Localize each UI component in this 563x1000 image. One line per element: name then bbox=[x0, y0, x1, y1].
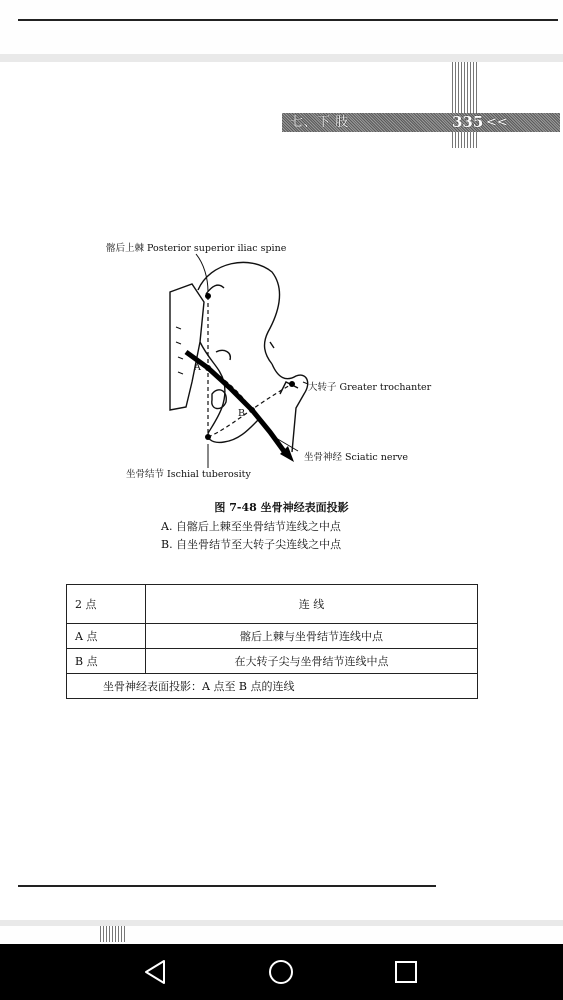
page-gap bbox=[0, 54, 563, 62]
table-header-points: 2 点 bbox=[67, 585, 146, 624]
table-summary-row bbox=[67, 674, 478, 699]
label-greater-trochanter: 大转子 Greater trochanter bbox=[308, 382, 432, 393]
table-cell-point: B 点 bbox=[67, 649, 146, 674]
scan-barcode-mark bbox=[100, 926, 126, 942]
sciatic-nerve-figure bbox=[100, 232, 460, 494]
trochanter-point bbox=[289, 381, 295, 387]
table-header-line: 连 线 bbox=[146, 585, 478, 624]
table-cell-point: A 点 bbox=[67, 624, 146, 649]
previous-page-strip bbox=[0, 0, 563, 54]
nav-recents-button[interactable] bbox=[390, 956, 422, 988]
figure-caption-a: A. 自髂后上棘至坐骨结节连线之中点 bbox=[161, 520, 341, 533]
psis-pointer bbox=[196, 254, 208, 292]
page-footer-rule bbox=[18, 885, 436, 887]
nav-home-button[interactable] bbox=[265, 956, 297, 988]
page-number: 335 bbox=[452, 113, 484, 131]
table-header-row bbox=[67, 585, 478, 624]
table-summary: 坐骨神经表面投影：A 点至 B 点的连线 bbox=[67, 674, 478, 699]
table-row bbox=[67, 649, 478, 674]
psis-point bbox=[205, 293, 211, 299]
point-b-marker bbox=[249, 407, 255, 413]
nav-back-button[interactable] bbox=[140, 956, 172, 988]
home-icon bbox=[265, 956, 297, 988]
ischial-point bbox=[205, 434, 211, 440]
sacrum-outline bbox=[170, 284, 204, 410]
figure-caption-b: B. 自坐骨结节至大转子尖连线之中点 bbox=[161, 538, 342, 551]
label-point-a: A bbox=[194, 362, 201, 373]
scan-barcode-mark bbox=[452, 62, 478, 148]
points-table bbox=[66, 584, 478, 699]
label-psis: 髂后上棘 Posterior superior iliac spine bbox=[106, 243, 287, 254]
back-icon bbox=[140, 956, 172, 988]
running-header-chapter: 七、下 肢 bbox=[290, 115, 349, 130]
previous-page-rule bbox=[18, 19, 558, 21]
table-cell-line: 在大转子尖与坐骨结节连线中点 bbox=[146, 649, 478, 674]
ilium-outline bbox=[198, 262, 280, 364]
next-page-strip bbox=[0, 926, 563, 944]
point-a-marker bbox=[205, 365, 211, 371]
table-row bbox=[67, 624, 478, 649]
label-point-b: B bbox=[238, 408, 245, 419]
table-cell-line: 髂后上棘与坐骨结节连线中点 bbox=[146, 624, 478, 649]
recents-icon bbox=[390, 956, 422, 988]
label-sciatic-nerve: 坐骨神经 Sciatic nerve bbox=[304, 452, 409, 463]
figure-title: 图 7-48 坐骨神经表面投影 bbox=[214, 501, 349, 514]
label-ischial-tuberosity: 坐骨结节 Ischial tuberosity bbox=[126, 469, 251, 480]
header-chevron: << bbox=[486, 115, 508, 130]
